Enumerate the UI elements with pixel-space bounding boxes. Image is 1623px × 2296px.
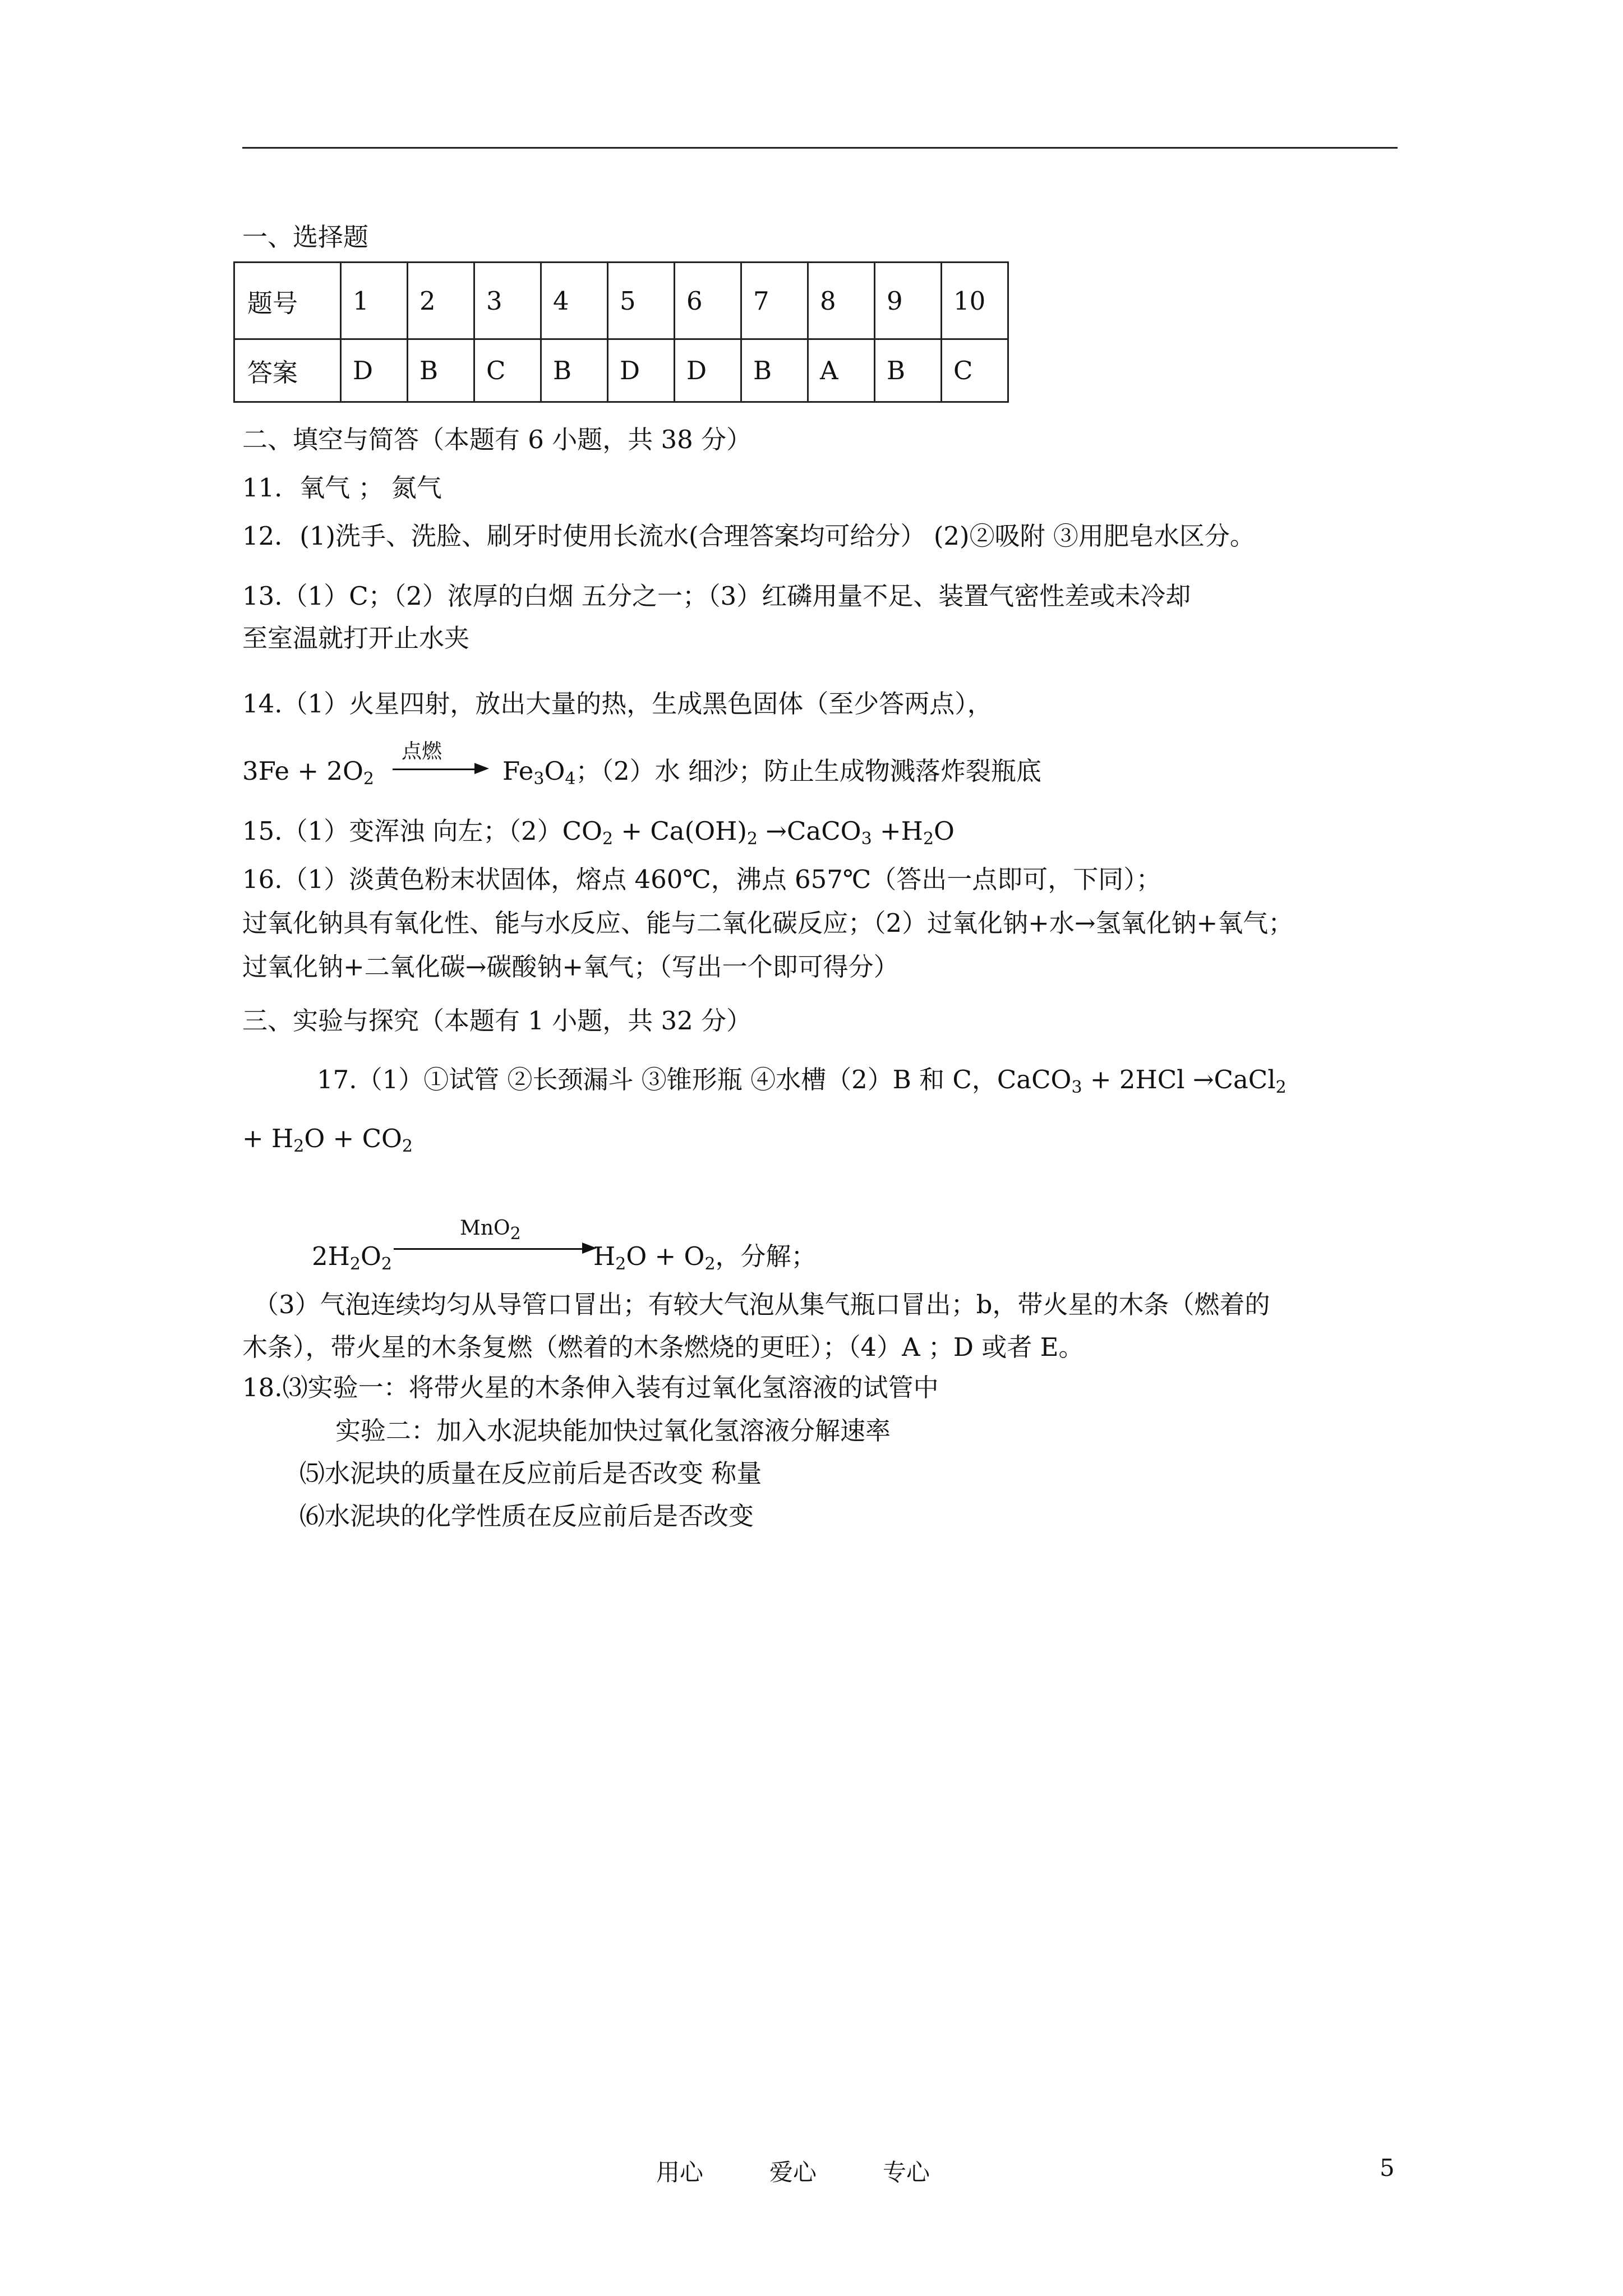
equation-17-arrow-line: [394, 1248, 584, 1250]
answer-13-line-2: 至室温就打开止水夹: [242, 623, 470, 653]
answer-table-answer-row: [234, 339, 1008, 402]
answer-12: 12．(1)洗手、洗脸、刷牙时使用长流水(合理答案均可给分） (2)②吸附 ③用肥皂水区分。: [242, 521, 1255, 551]
answer-cell: D: [608, 339, 675, 402]
equation-17-rhs: $H_2O + O_2$，分解；: [593, 1241, 817, 1274]
question-number: 2: [408, 263, 474, 339]
answer-16-line-2: 过氧化钠具有氧化性、能与水反应、能与二氧化碳反应；（2）过氧化钠+水→氢氧化钠+氧气；: [242, 908, 1294, 938]
equation-14-arrow-line: [393, 769, 477, 770]
section-1-title: 一、选择题: [242, 222, 369, 252]
answer-cell: B: [541, 339, 608, 402]
question-number: 3: [474, 263, 541, 339]
question-number: 7: [741, 263, 808, 339]
answer-17-line-4: （3）气泡连续均匀从导管口冒出；有较大气泡从集气瓶口冒出；b，带火星的木条（燃着的: [253, 1290, 1270, 1319]
section-3-title: 三、实验与探究（本题有 1 小题，共 32 分）: [242, 1006, 752, 1036]
answer-cell: C: [474, 339, 541, 402]
section-2-title: 二、填空与简答（本题有 6 小题，共 38 分）: [242, 425, 752, 454]
question-number: 5: [608, 263, 675, 339]
page-number: 5: [1380, 2154, 1395, 2182]
answer-18-line-2: 实验二：加入水泥块能加快过氧化氢溶液分解速率: [335, 1416, 891, 1446]
answer-cell: A: [808, 339, 875, 402]
row-label-answer: 答案: [234, 339, 341, 402]
answer-table-number-row: [234, 263, 1008, 339]
answer-14-line-1: 14.（1）火星四射，放出大量的热，生成黑色固体（至少答两点），: [242, 689, 993, 719]
answer-16-line-1: 16.（1）淡黄色粉末状固体，熔点 460℃，沸点 657℃（答出一点即可，下同）；: [242, 864, 1161, 894]
equation-14-condition: 点燃: [402, 740, 442, 763]
question-number: 6: [675, 263, 741, 339]
answer-15: 15.（1）变浑浊 向左；$(2)CO_2 + Ca(OH)_2$ →CaCO$_3$ $+H_2O$: [242, 816, 955, 849]
answer-18-line-1: 18.⑶实验一：将带火星的木条伸入装有过氧化氢溶液的试管中: [242, 1373, 939, 1402]
question-number: 1: [341, 263, 408, 339]
question-number: 9: [875, 263, 942, 339]
row-label-number: 题号: [234, 263, 341, 339]
answer-16-line-3: 过氧化钠+二氧化碳→碳酸钠+氧气；（写出一个即可得分）: [242, 952, 899, 982]
answer-17-line-1: 17.（1）①试管 ②长颈漏斗 ③锥形瓶 ④水槽（2）B 和 C，CaCO$_3$ + 2HCl →CaCl$_2$: [317, 1065, 1287, 1097]
answer-cell: B: [875, 339, 942, 402]
answer-cell: C: [942, 339, 1008, 402]
equation-14-arrow-head: [474, 763, 489, 774]
equation-14-lhs: $3Fe + 2O_2$: [242, 756, 374, 789]
answer-cell: B: [408, 339, 474, 402]
footer-slogan-3: 专心: [883, 2159, 930, 2186]
answer-18-line-4: ⑹水泥块的化学性质在反应前后是否改变: [299, 1501, 754, 1531]
question-number: 4: [541, 263, 608, 339]
equation-14-rhs: $Fe_3O_4$；（2）水 细沙；防止生成物溅落炸裂瓶底: [502, 756, 1041, 789]
answer-13-line-1: 13.（1）C；（2）浓厚的白烟 五分之一；（3）红磷用量不足、装置气密性差或未冷却: [242, 581, 1191, 611]
footer-slogan-2: 爱心: [769, 2159, 817, 2186]
equation-17-lhs: $2H_2O_2$: [312, 1241, 392, 1274]
equation-17-catalyst: MnO$_2$: [460, 1217, 521, 1244]
answer-18-line-3: ⑸水泥块的质量在反应前后是否改变 称量: [299, 1458, 762, 1488]
answer-cell: D: [341, 339, 408, 402]
answer-table: [233, 261, 1009, 403]
answer-11: 11．氧气 ； 氮气: [242, 473, 442, 503]
answer-cell: D: [675, 339, 741, 402]
answer-17-line-2: + $H_2O + CO_2$: [242, 1124, 413, 1156]
footer-slogan-1: 用心: [656, 2159, 704, 2186]
question-number: 8: [808, 263, 875, 339]
header-rule: [242, 147, 1398, 149]
answer-cell: B: [741, 339, 808, 402]
question-number: 10: [942, 263, 1008, 339]
answer-17-line-5: 木条），带火星的木条复燃（燃着的木条燃烧的更旺）；（4）A ；D 或者 E。: [242, 1332, 1084, 1362]
